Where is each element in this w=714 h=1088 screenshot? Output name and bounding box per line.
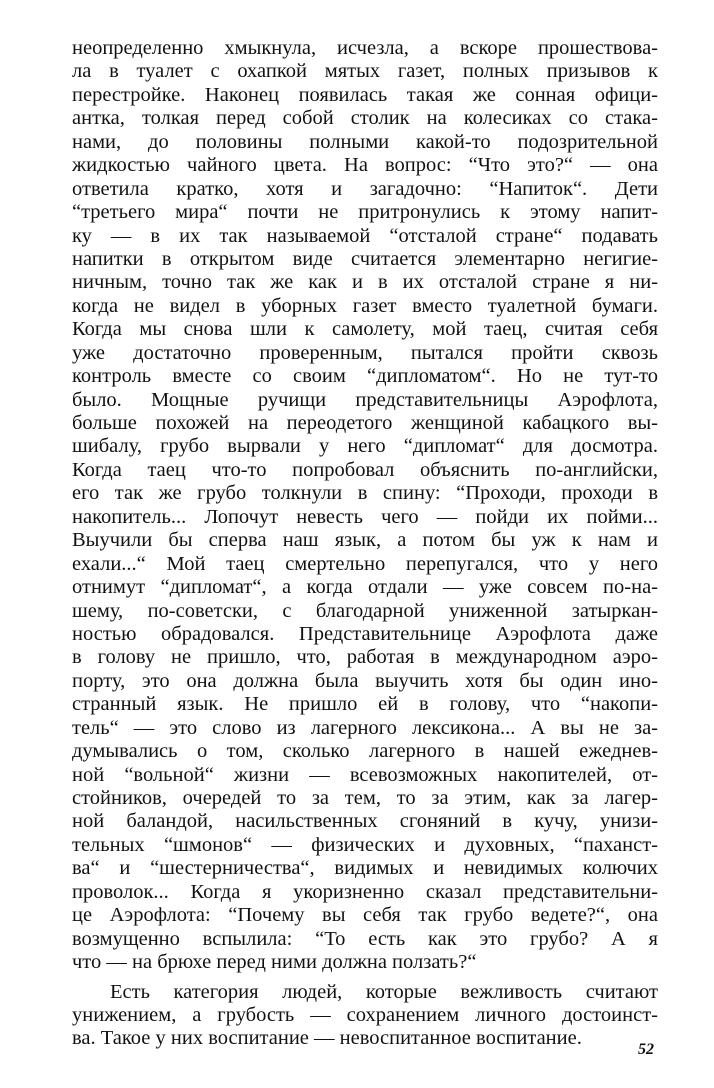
body-text <box>72 37 658 1051</box>
text-line: Выучили бы сперва наш язык, а потом бы уж к нам и <box>72 529 658 552</box>
text-line: жидкостью чайного цвета. На вопрос: “Что это?“ — она <box>72 154 658 177</box>
text-line: странный язык. Не пришло ей в голову, что “накопи- <box>72 693 658 716</box>
page-number: 52 <box>638 1041 654 1058</box>
text-line: проволок... Когда я укоризненно сказал представительни- <box>72 880 658 903</box>
text-line: думывались о том, сколько лагерного в нашей ежеднев- <box>72 740 658 763</box>
text-line: возмущенно вспылила: “То есть как это грубо? А я <box>72 927 658 950</box>
text-line: Есть категория людей, которые вежливость считают <box>110 980 658 1003</box>
text-line: неопределенно хмыкнула, исчезла, а вскоре прошествова- <box>72 37 658 59</box>
text-line: Когда таец что-то попробовал объяснить по-английски, <box>72 458 658 481</box>
text-line: уже достаточно проверенным, пытался пройти сквозь <box>72 341 658 364</box>
text-line: стойников, очередей то за тем, то за этим, как за лагер- <box>72 787 658 809</box>
text-line: тельных “шмонов“ — физических и духовных, “паханст- <box>72 833 658 856</box>
text-line: ной баландой, насильственных сгоняний в кучу, унизи- <box>72 810 658 833</box>
text-line: унижением, а грубость — сохранением личного достоинст- <box>72 1003 658 1026</box>
text-line: напитки в открытом виде считается элементарно негигие- <box>72 247 658 270</box>
text-line: контроль вместе со своим “дипломатом“. Но не тут-то <box>72 365 658 388</box>
text-line: ничным, точно так же как и в их отсталой стране я ни- <box>72 271 658 294</box>
text-line: шибалу, грубо вырвали у него “дипломат“ для досмотра. <box>72 435 658 458</box>
text-line: ла в туалет с охапкой мятых газет, полных призывов к <box>72 60 658 83</box>
text-line: ответила кратко, хотя и загадочно: “Напиток“. Дети <box>72 177 658 200</box>
text-line: ва“ и “шестерничества“, видимых и невидимых колючих <box>72 857 658 880</box>
text-line: нами, до половины полными какой-то подозрительной <box>72 130 658 153</box>
text-line: порту, это она должна была выучить хотя бы один ино- <box>72 669 658 692</box>
text-line: тель“ — это слово из лагерного лексикона... А вы не за- <box>72 716 658 739</box>
text-line: Когда мы снова шли к самолету, мой таец, считая себя <box>72 318 658 341</box>
text-line: ностью обрадовался. Представительнице Аэрофлота даже <box>72 622 658 645</box>
text-line: це Аэрофлота: “Почему вы себя так грубо ведете?“, она <box>72 904 658 927</box>
text-line: его так же грубо толкнули в спину: “Проходи, проходи в <box>72 482 658 505</box>
text-line: перестройке. Наконец появилась такая же сонная офици- <box>72 83 658 106</box>
text-line: антка, толкая перед собой столик на колесиках со стака- <box>72 107 658 130</box>
text-line: когда не видел в уборных газет вместо туалетной бумаги. <box>72 294 658 317</box>
text-line: было. Мощные ручищи представительницы Аэрофлота, <box>72 388 658 411</box>
text-line: что — на брюхе перед ними должна ползать?“ <box>72 951 477 974</box>
paragraph <box>72 981 658 1051</box>
text-line: ку — в их так называемой “отсталой стране“ подавать <box>72 224 658 247</box>
text-line: шему, по-советски, с благодарной униженной затыркан- <box>72 599 658 622</box>
text-line: ной “вольной“ жизни — всевозможных накопителей, от- <box>72 763 658 786</box>
text-line: накопитель... Лопочут невесть чего — пойди их пойми... <box>72 505 658 528</box>
text-line: в голову не пришло, что, работая в международном аэро- <box>72 646 658 669</box>
text-line: больше похожей на переодетого женщиной кабацкого вы- <box>72 412 658 434</box>
text-line: ва. Такое у них воспитание — невоспитанное воспитание. <box>72 1027 582 1050</box>
paragraph <box>72 37 658 975</box>
text-line: отнимут “дипломат“, а когда отдали — уже совсем по-на- <box>72 576 658 599</box>
text-line: ехали...“ Мой таец смертельно перепугался, что у него <box>72 552 658 575</box>
text-line: “третьего мира“ почти не притронулись к этому напит- <box>72 201 658 224</box>
